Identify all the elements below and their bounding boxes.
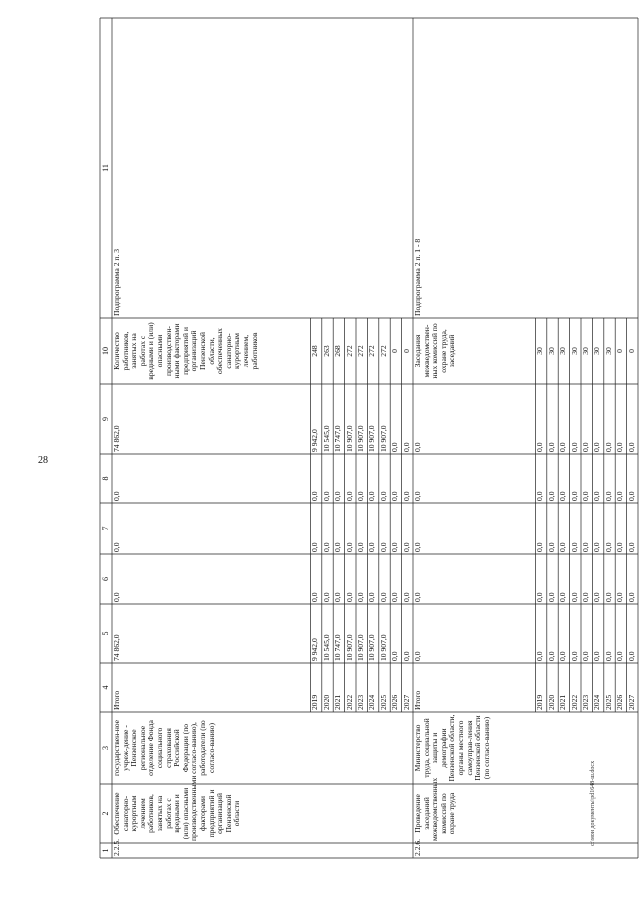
row-2-2-5--year-2019-col-10: 248 [310, 345, 320, 357]
row-2-2-6--number: 2.2.6. [413, 838, 422, 856]
row-2-2-5--year-2020-col-6: 0,0 [321, 592, 331, 602]
row-2-2-6--year-2025-col-6: 0,0 [603, 592, 613, 602]
row-2-2-5--year-2021-col-10: 268 [333, 345, 343, 357]
row-2-2-6--year-2027-col-7: 0,0 [626, 542, 636, 552]
header-cell-11: 11 [101, 164, 110, 172]
row-2-2-5--indicator: Количество работников, занятых на работах с вредными и (или) опасными производствен-ными факторами предприятий и организаций Пензенской области, обеспеченных санаторно-курортным лечением, работников [112, 322, 259, 380]
row-2-2-5--year-2024-col-9: 10 907,0 [367, 425, 377, 452]
row-2-2-5--year-2019-col-7: 0,0 [310, 542, 320, 552]
row-2-2-6--year-2024-col-7: 0,0 [592, 542, 602, 552]
row-2-2-5--year-2019-col-4: 2019 [310, 694, 320, 710]
row-2-2-5--year-2022-col-9: 10 907,0 [344, 425, 354, 452]
program-table [100, 18, 638, 858]
row-2-2-5--year-2020-col-4: 2020 [321, 694, 331, 710]
row-2-2-6--year-2022-col-8: 0,0 [569, 491, 579, 501]
row-2-2-5--year-2022-col-5: 10 907,0 [344, 634, 354, 661]
header-cell-6: 6 [101, 577, 110, 581]
row-2-2-5--year-2020-col-10: 263 [321, 345, 331, 357]
row-2-2-5--year-2027-col-5: 0,0 [401, 651, 411, 661]
row-2-2-6--total-col-7: 0,0 [413, 542, 422, 552]
row-2-2-5--year-2020-col-8: 0,0 [321, 491, 331, 501]
row-2-2-6--year-2022-col-5: 0,0 [569, 651, 579, 661]
row-2-2-6--year-2021-col-8: 0,0 [558, 491, 568, 501]
row-2-2-5--year-2024-col-5: 10 907,0 [367, 634, 377, 661]
row-2-2-5--year-2023-col-10: 272 [356, 345, 365, 357]
row-2-2-6--year-2023-col-9: 0,0 [581, 442, 590, 452]
row-2-2-6--year-2020-col-8: 0,0 [546, 491, 556, 501]
row-2-2-5--year-2027-col-10: 0 [401, 349, 411, 353]
row-2-2-5--year-2020-col-5: 10 545,0 [321, 634, 331, 661]
row-2-2-6--year-2026-col-10: 0 [615, 349, 625, 353]
row-2-2-5--total-col-7: 0,0 [112, 542, 121, 552]
row-2-2-6--year-2026-col-6: 0,0 [615, 592, 625, 602]
row-2-2-6--year-2026-col-9: 0,0 [615, 442, 625, 452]
row-2-2-5--year-2021-col-9: 10 747,0 [333, 425, 343, 452]
header-cell-1: 1 [101, 848, 110, 853]
row-2-2-6--year-2022-col-6: 0,0 [569, 592, 579, 602]
row-2-2-5--total-col-9: 74 862,0 [112, 425, 121, 452]
row-2-2-5--year-2021-col-8: 0,0 [333, 491, 343, 501]
row-2-2-5--year-2019-col-8: 0,0 [310, 491, 320, 501]
row-2-2-6--executor: Министерство труда, социальной защиты и демографии Пензенской области, органы местного самоуправ-ления Пензенской области (по согласо-ванию) [413, 714, 491, 782]
row-2-2-6--year-2022-col-7: 0,0 [569, 542, 579, 552]
row-2-2-5--year-2021-col-6: 0,0 [333, 592, 343, 602]
row-2-2-5--year-2026-col-5: 0,0 [390, 651, 400, 661]
row-2-2-6--year-2022-col-10: 30 [569, 347, 579, 355]
row-2-2-6--year-2024-col-9: 0,0 [592, 442, 602, 452]
row-2-2-5--executor: государствен-ное учреж-дение - Пензенское региональное отделение Фонда социального страхования Российской Федерации (по согласо-ванию), работодатели (по согласо-ванию) [112, 719, 216, 777]
row-2-2-6--year-2023-col-8: 0,0 [581, 491, 590, 501]
row-2-2-6--year-2027-col-4: 2027 [626, 694, 636, 710]
row-2-2-5--year-2024-col-7: 0,0 [367, 542, 377, 552]
row-2-2-6--year-2023-col-10: 30 [581, 347, 590, 355]
row-2-2-6--year-2020-col-7: 0,0 [546, 542, 556, 552]
row-2-2-5--total-col-4: Итого [112, 690, 121, 710]
row-2-2-5--year-2026-col-7: 0,0 [390, 542, 400, 552]
header-cell-2: 2 [101, 811, 110, 816]
row-2-2-6--year-2027-col-9: 0,0 [626, 442, 636, 452]
row-2-2-6--year-2020-col-4: 2020 [546, 694, 556, 710]
row-2-2-5--year-2020-col-9: 10 545,0 [321, 425, 331, 452]
row-2-2-5--year-2022-col-4: 2022 [344, 694, 354, 710]
row-2-2-6--year-2024-col-5: 0,0 [592, 651, 602, 661]
row-2-2-5--year-2024-col-4: 2024 [367, 694, 377, 710]
row-2-2-5--year-2026-col-9: 0,0 [390, 442, 400, 452]
row-2-2-5--year-2026-col-6: 0,0 [390, 592, 400, 602]
row-2-2-6--year-2026-col-8: 0,0 [615, 491, 625, 501]
row-2-2-5--year-2022-col-7: 0,0 [344, 542, 354, 552]
row-2-2-5--year-2023-col-5: 10 907,0 [356, 634, 365, 661]
row-2-2-5--year-2027-col-4: 2027 [401, 694, 411, 710]
header-cell-10: 10 [101, 347, 110, 355]
row-2-2-6--year-2019-col-6: 0,0 [535, 592, 545, 602]
row-2-2-5--year-2022-col-8: 0,0 [344, 491, 354, 501]
row-2-2-5--year-2025-col-9: 10 907,0 [378, 425, 388, 452]
row-2-2-5--year-2019-col-6: 0,0 [310, 592, 320, 602]
row-2-2-6--year-2024-col-6: 0,0 [592, 592, 602, 602]
row-2-2-6--year-2019-col-9: 0,0 [535, 442, 545, 452]
rotated-table-page [100, 18, 638, 858]
row-2-2-6--year-2020-col-10: 30 [546, 347, 556, 355]
row-2-2-5--year-2021-col-4: 2021 [333, 694, 343, 710]
row-2-2-5--year-2027-col-6: 0,0 [401, 592, 411, 602]
row-2-2-6--year-2021-col-5: 0,0 [558, 651, 568, 661]
row-2-2-6--year-2023-col-6: 0,0 [581, 592, 590, 602]
row-2-2-6--year-2019-col-5: 0,0 [535, 651, 545, 661]
row-2-2-5--total-col-5: 74 862,0 [112, 634, 121, 661]
footer-file-path: c:\мои документы\pd1648-ш.docx [590, 760, 596, 846]
header-cell-9: 9 [101, 417, 110, 421]
row-2-2-5--year-2024-col-10: 272 [367, 345, 377, 357]
row-2-2-6--year-2024-col-4: 2024 [592, 694, 602, 710]
row-2-2-5--year-2024-col-6: 0,0 [367, 592, 377, 602]
page-number: 28 [38, 455, 48, 466]
row-2-2-6--year-2027-col-6: 0,0 [626, 592, 636, 602]
row-2-2-6--program: Подпрограмма 2 п. 1 - 8 [413, 238, 422, 316]
row-2-2-6--year-2021-col-6: 0,0 [558, 592, 568, 602]
row-2-2-6--year-2027-col-10: 0 [626, 349, 636, 353]
row-2-2-5--year-2023-col-8: 0,0 [356, 491, 365, 501]
row-2-2-6--total-col-5: 0,0 [413, 651, 422, 661]
row-2-2-5--year-2026-col-10: 0 [390, 349, 400, 353]
row-2-2-5--year-2020-col-7: 0,0 [321, 542, 331, 552]
header-cell-7: 7 [101, 526, 110, 531]
row-2-2-6--total-col-6: 0,0 [413, 592, 422, 602]
row-2-2-5--year-2021-col-7: 0,0 [333, 542, 343, 552]
row-2-2-5--name: Обеспечение санаторно-курортным лечением работников, занятых на работах с вредными и (или) опасными производственными факторами предприятий и организаций Пензенской области [112, 775, 242, 841]
header-cell-5: 5 [101, 631, 110, 636]
row-2-2-6--year-2020-col-9: 0,0 [546, 442, 556, 452]
row-2-2-6--year-2027-col-5: 0,0 [626, 651, 636, 661]
row-2-2-6--year-2023-col-4: 2023 [581, 694, 590, 710]
row-2-2-6--year-2021-col-4: 2021 [558, 694, 568, 710]
row-2-2-5--number: 2.2.5. [112, 838, 121, 856]
row-2-2-6--year-2026-col-5: 0,0 [615, 651, 625, 661]
row-2-2-5--year-2025-col-7: 0,0 [378, 542, 388, 552]
row-2-2-5--year-2022-col-6: 0,0 [344, 592, 354, 602]
row-2-2-6--year-2021-col-9: 0,0 [558, 442, 568, 452]
row-2-2-6--name: Проведение заседаний межведомственных комиссий по охране труда [413, 777, 457, 841]
row-2-2-5--program: Подпрограмма 2 п. 3 [112, 248, 121, 316]
row-2-2-6--year-2019-col-8: 0,0 [535, 491, 545, 501]
row-2-2-6--year-2024-col-10: 30 [592, 347, 602, 355]
row-2-2-5--year-2025-col-4: 2025 [378, 694, 388, 710]
row-2-2-6--year-2023-col-5: 0,0 [581, 651, 590, 661]
row-2-2-5--year-2023-col-9: 10 907,0 [356, 425, 365, 452]
row-2-2-6--year-2027-col-8: 0,0 [626, 491, 636, 501]
row-2-2-6--year-2025-col-5: 0,0 [603, 651, 613, 661]
row-2-2-5--total-col-6: 0,0 [112, 592, 121, 602]
row-2-2-5--year-2026-col-8: 0,0 [390, 491, 400, 501]
row-2-2-6--year-2019-col-4: 2019 [535, 694, 545, 710]
row-2-2-5--year-2025-col-6: 0,0 [378, 592, 388, 602]
row-2-2-5--year-2025-col-8: 0,0 [378, 491, 388, 501]
row-2-2-5--year-2024-col-8: 0,0 [367, 491, 377, 501]
row-2-2-6--year-2026-col-7: 0,0 [615, 542, 625, 552]
row-2-2-5--year-2023-col-6: 0,0 [356, 592, 365, 602]
row-2-2-5--year-2019-col-5: 9 942,0 [310, 638, 320, 661]
row-2-2-5--year-2022-col-10: 272 [344, 345, 354, 357]
row-2-2-5--year-2023-col-7: 0,0 [356, 542, 365, 552]
row-2-2-6--total-col-8: 0,0 [413, 491, 422, 501]
row-2-2-6--year-2025-col-4: 2025 [603, 694, 613, 710]
row-2-2-6--year-2020-col-6: 0,0 [546, 592, 556, 602]
header-cell-3: 3 [101, 746, 110, 750]
row-2-2-6--year-2021-col-10: 30 [558, 347, 568, 355]
header-cell-8: 8 [101, 476, 110, 481]
row-2-2-5--total-col-8: 0,0 [112, 491, 121, 501]
row-2-2-6--year-2020-col-5: 0,0 [546, 651, 556, 661]
row-2-2-5--year-2021-col-5: 10 747,0 [333, 634, 343, 661]
row-2-2-5--year-2019-col-9: 9 942,0 [310, 429, 320, 452]
row-2-2-6--indicator: Заседания межведомствен-ных комиссий по охране труда, заседаний [413, 323, 457, 379]
row-2-2-5--year-2025-col-10: 272 [378, 345, 388, 357]
row-2-2-5--year-2027-col-7: 0,0 [401, 542, 411, 552]
row-2-2-6--year-2019-col-7: 0,0 [535, 542, 545, 552]
row-2-2-6--year-2026-col-4: 2026 [615, 694, 625, 710]
header-cell-4: 4 [101, 685, 110, 690]
row-2-2-5--year-2025-col-5: 10 907,0 [378, 634, 388, 661]
row-2-2-6--year-2019-col-10: 30 [535, 347, 545, 355]
row-2-2-5--year-2027-col-9: 0,0 [401, 442, 411, 452]
row-2-2-6--year-2021-col-7: 0,0 [558, 542, 568, 552]
row-2-2-6--year-2024-col-8: 0,0 [592, 491, 602, 501]
row-2-2-6--year-2023-col-7: 0,0 [581, 542, 590, 552]
row-2-2-6--year-2025-col-10: 30 [603, 347, 613, 355]
row-2-2-5--year-2023-col-4: 2023 [356, 694, 365, 710]
row-2-2-6--total-col-4: Итого [413, 690, 422, 710]
row-2-2-6--year-2025-col-7: 0,0 [603, 542, 613, 552]
row-2-2-6--year-2025-col-8: 0,0 [603, 491, 613, 501]
row-2-2-6--total-col-9: 0,0 [413, 442, 422, 452]
row-2-2-5--year-2027-col-8: 0,0 [401, 491, 411, 501]
row-2-2-5--year-2026-col-4: 2026 [390, 694, 400, 710]
row-2-2-6--year-2022-col-9: 0,0 [569, 442, 579, 452]
row-2-2-6--year-2025-col-9: 0,0 [603, 442, 613, 452]
row-2-2-6--year-2022-col-4: 2022 [569, 694, 579, 710]
